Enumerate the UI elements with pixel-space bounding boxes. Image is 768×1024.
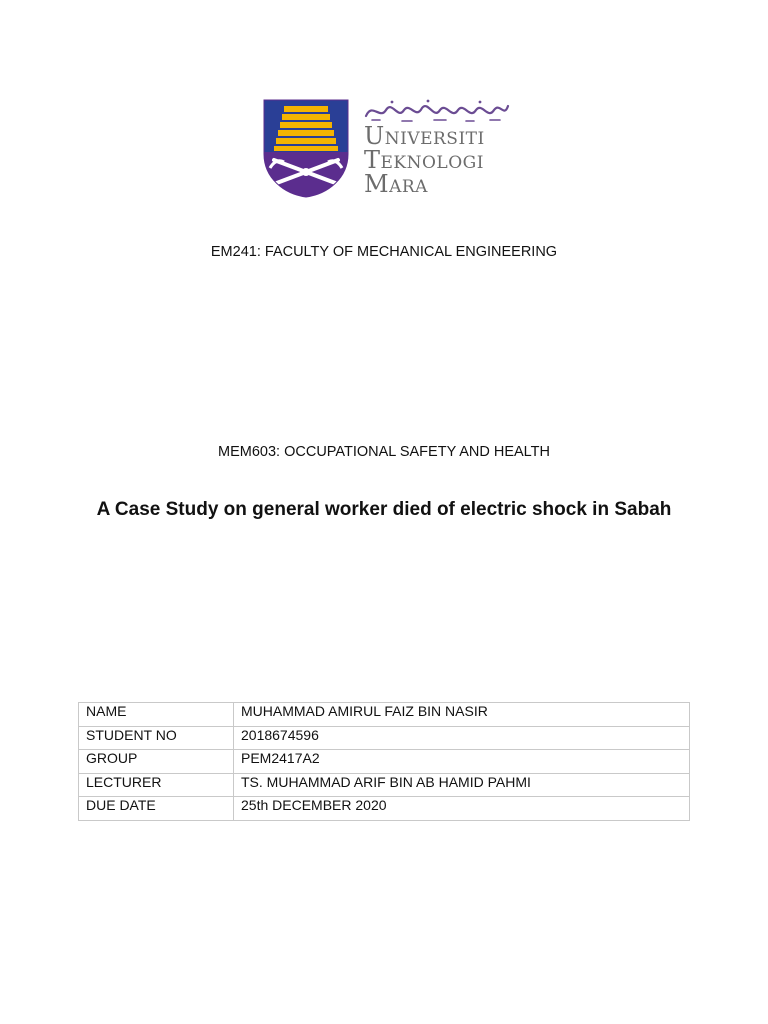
university-name <box>364 124 485 196</box>
jawi-script <box>362 98 512 124</box>
row-label: NAME <box>79 703 234 727</box>
logo-line-2: Teknologi <box>364 146 484 174</box>
row-label: STUDENT NO <box>79 726 234 750</box>
row-label: GROUP <box>79 750 234 774</box>
university-logo <box>262 98 514 200</box>
table-row <box>79 750 690 774</box>
row-value: 2018674596 <box>234 726 690 750</box>
uitm-crest-icon <box>262 98 350 198</box>
row-label: LECTURER <box>79 773 234 797</box>
document-title: A Case Study on general worker died of electric shock in Sabah <box>96 499 672 520</box>
row-value: PEM2417A2 <box>234 750 690 774</box>
row-value: 25th DECEMBER 2020 <box>234 797 690 821</box>
row-value: TS. MUHAMMAD ARIF BIN AB HAMID PAHMI <box>234 773 690 797</box>
course-heading: MEM603: OCCUPATIONAL SAFETY AND HEALTH <box>218 444 550 460</box>
row-label: DUE DATE <box>79 797 234 821</box>
table-row <box>79 703 690 727</box>
logo-line-1: Universiti <box>364 122 485 150</box>
table-row <box>79 797 690 821</box>
faculty-heading: EM241: FACULTY OF MECHANICAL ENGINEERING <box>210 244 558 260</box>
table-row <box>79 726 690 750</box>
logo-line-3: Mara <box>364 170 428 198</box>
student-details-table <box>78 702 690 821</box>
table-row <box>79 773 690 797</box>
row-value: MUHAMMAD AMIRUL FAIZ BIN NASIR <box>234 703 690 727</box>
